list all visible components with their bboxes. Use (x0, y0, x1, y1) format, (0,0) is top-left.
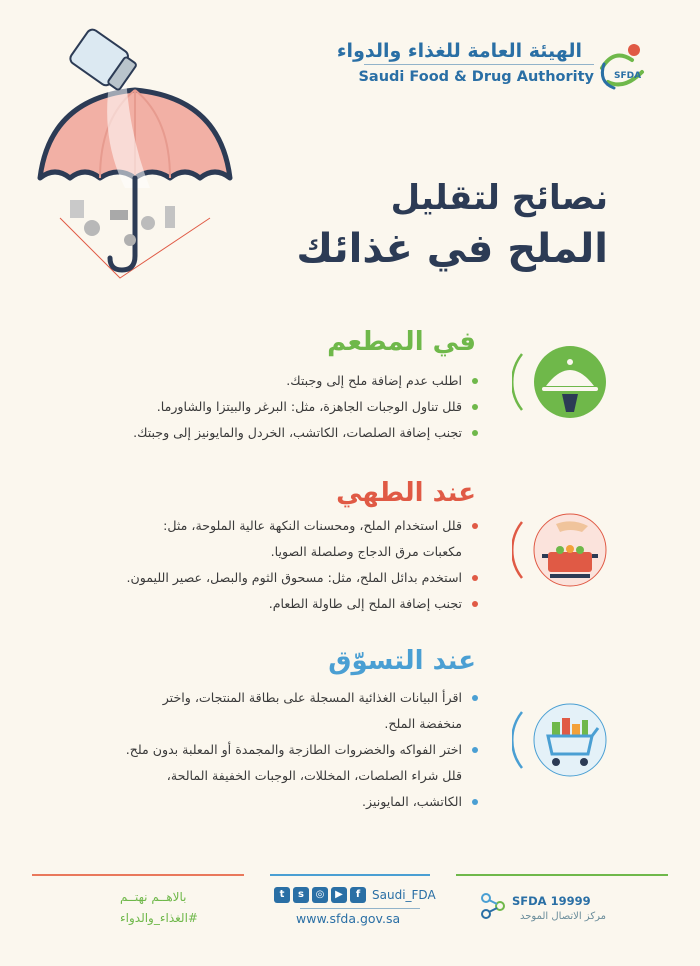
page-title-line2: الملح في غذائك (296, 226, 608, 272)
list-item (28, 420, 478, 446)
bullet-dot (472, 378, 478, 384)
hotline-number[interactable]: SFDA 19999 (512, 894, 591, 908)
restaurant-tips-list (28, 368, 478, 446)
bullet-dot (472, 430, 478, 436)
bullet-dot (472, 404, 478, 410)
footer-divider-left (32, 874, 244, 876)
footer-divider-right (456, 874, 668, 876)
tip-text: قلل تناول الوجبات الجاهزة، مثل: البرغر والبيتزا والشاورما. (156, 399, 462, 414)
website-link[interactable]: www.sfda.gov.sa (296, 911, 401, 926)
list-item (28, 394, 478, 420)
shopping-cart-icon (512, 690, 612, 790)
footer-hashtag[interactable]: #الغذاء_والدواء (120, 911, 198, 925)
tip-text: تجنب إضافة الملح إلى طاولة الطعام. (268, 596, 462, 611)
list-item (28, 763, 478, 789)
hotline-logo-icon (478, 890, 508, 922)
sfda-logo-icon (594, 38, 652, 96)
tip-text: منخفضة الملح. (384, 716, 462, 731)
list-item (28, 591, 478, 617)
org-name-arabic: الهيئة العامة للغذاء والدواء (336, 40, 582, 62)
tip-text: اطلب عدم إضافة ملح إلى وجبتك. (286, 373, 462, 388)
footer-slogan: بالاهــم نهتــم (120, 890, 187, 904)
list-item (28, 711, 478, 737)
section-title-restaurant: في المطعم (327, 327, 476, 357)
page-title-line1: نصائح لتقليل (390, 178, 608, 218)
cooking-pot-icon (512, 500, 612, 600)
logo-mark-text: SFDA (614, 71, 642, 81)
tip-text: استخدم بدائل الملح، مثل: مسحوق الثوم والبصل، عصير الليمون. (126, 570, 462, 585)
bullet-dot (472, 695, 478, 701)
instagram-icon[interactable]: ◎ (312, 887, 328, 903)
serving-cloche-icon (512, 332, 612, 432)
list-item (28, 368, 478, 394)
list-item (28, 737, 478, 763)
org-name-english: Saudi Food & Drug Authority (358, 69, 594, 85)
cooking-tips-list (28, 513, 478, 617)
tip-text: قلل شراء الصلصات، المخللات، الوجبات الخفيفة المالحة، (166, 768, 462, 783)
salt-umbrella-illustration (30, 28, 240, 288)
footer-divider-middle (270, 874, 430, 876)
bullet-dot (472, 523, 478, 529)
bullet-dot (472, 601, 478, 607)
list-item (28, 513, 478, 539)
bullet-dot (472, 799, 478, 805)
logo-divider (364, 64, 594, 65)
section-title-shopping: عند التسوّق (328, 646, 476, 676)
list-item (28, 539, 478, 565)
website-divider (300, 908, 420, 909)
snapchat-icon[interactable]: s (293, 887, 309, 903)
bullet-dot (472, 747, 478, 753)
tip-text: اختر الفواكه والخضروات الطازجة والمجمدة أو المعلبة بدون ملح. (125, 742, 462, 757)
list-item (28, 565, 478, 591)
tip-text: اقرأ البيانات الغذائية المسجلة على بطاقة المنتجات، واختر (162, 690, 462, 705)
bullet-dot (472, 575, 478, 581)
social-handle[interactable]: Saudi_FDA (372, 888, 436, 902)
tip-text: تجنب إضافة الصلصات، الكاتشب، الخردل والمايونيز إلى وجبتك. (133, 425, 462, 440)
social-links (274, 885, 436, 905)
list-item (28, 685, 478, 711)
youtube-icon[interactable]: ▶ (331, 887, 347, 903)
tip-text: مكعبات مرق الدجاج وصلصلة الصويا. (270, 544, 462, 559)
hotline-caption: مركز الاتصال الموحد (520, 911, 606, 922)
twitter-icon[interactable]: t (274, 887, 290, 903)
list-item (28, 789, 478, 815)
tip-text: الكاتشب، المايونيز. (361, 794, 462, 809)
facebook-icon[interactable]: f (350, 887, 366, 903)
shopping-tips-list (28, 685, 478, 815)
section-title-cooking: عند الطهي (336, 478, 476, 508)
tip-text: قلل استخدام الملح، ومحسنات النكهة عالية الملوحة، مثل: (163, 518, 462, 533)
